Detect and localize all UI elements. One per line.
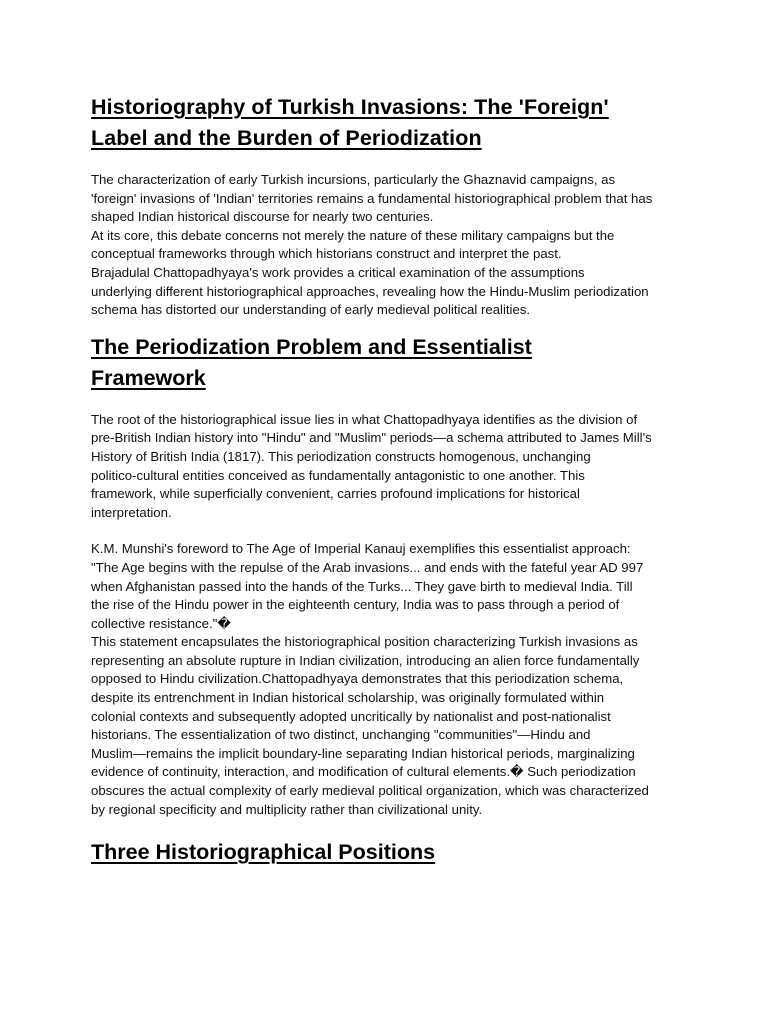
document-page	[91, 92, 691, 868]
document-title: Historiography of Turkish Invasions: The 'Foreign' Label and the Burden of Periodization	[91, 95, 609, 150]
munshi-paragraph: K.M. Munshi's foreword to The Age of Imperial Kanauj exemplifies this essentialist approach: "The Age begins with the repulse of the Arab invasions... and ends with the fateful year AD 997 when Afghanistan passed into the hands of the Turks... They gave birth to medieval India. Till the rise of the Hindu power in the eighteenth century, India was to pass through a period of collective resistance."� This statement encapsulates the historiographical position characterizing Turkish invasions as representing an absolute rupture in Indian civilization, introducing an alien force fundamentally opposed to Hindu civilization.Chattopadhyaya demonstrates that this periodization schema, despite its entrenchment in Indian historical scholarship, was originally formulated within colonial contexts and subsequently adopted uncritically by nationalist and post-nationalist historians. The essentialization of two distinct, unchanging "communities"—Hindu and Muslim—remains the implicit boundary-line separating Indian historical periods, marginalizing evidence of continuity, interaction, and modification of cultural elements.� Such periodization obscures the actual complexity of early medieval political organization, which was characterized by regional specificity and multiplicity rather than civilizational unity.	[91, 541, 649, 817]
periodization-paragraph: The root of the historiographical issue lies in what Chattopadhyaya identifies as the division of pre-British Indian history into "Hindu" and "Muslim" periods—a schema attributed to James Mill's History of British India (1817). This periodization constructs homogenous, unchanging politico-cultural entities conceived as fundamentally antagonistic to one another. This framework, while superficially convenient, carries profound implications for historical interpretation.	[91, 411, 652, 520]
section-heading-periodization: The Periodization Problem and Essentialist Framework	[91, 334, 532, 390]
intro-paragraph: The characterization of early Turkish incursions, particularly the Ghaznavid campaigns, as 'foreign' invasions of 'Indian' territories remains a fundamental historiographical problem that has shaped Indian historical discourse for nearly two centuries. At its core, this debate concerns not merely the nature of these military campaigns but the conceptual frameworks through which historians construct and interpret the past. Brajadulal Chattopadhyaya's work provides a critical examination of the assumptions underlying different historiographical approaches, revealing how the Hindu-Muslim periodization schema has distorted our understanding of early medieval political realities.	[91, 172, 653, 318]
section-heading-positions: Three Historiographical Positions	[91, 840, 436, 865]
